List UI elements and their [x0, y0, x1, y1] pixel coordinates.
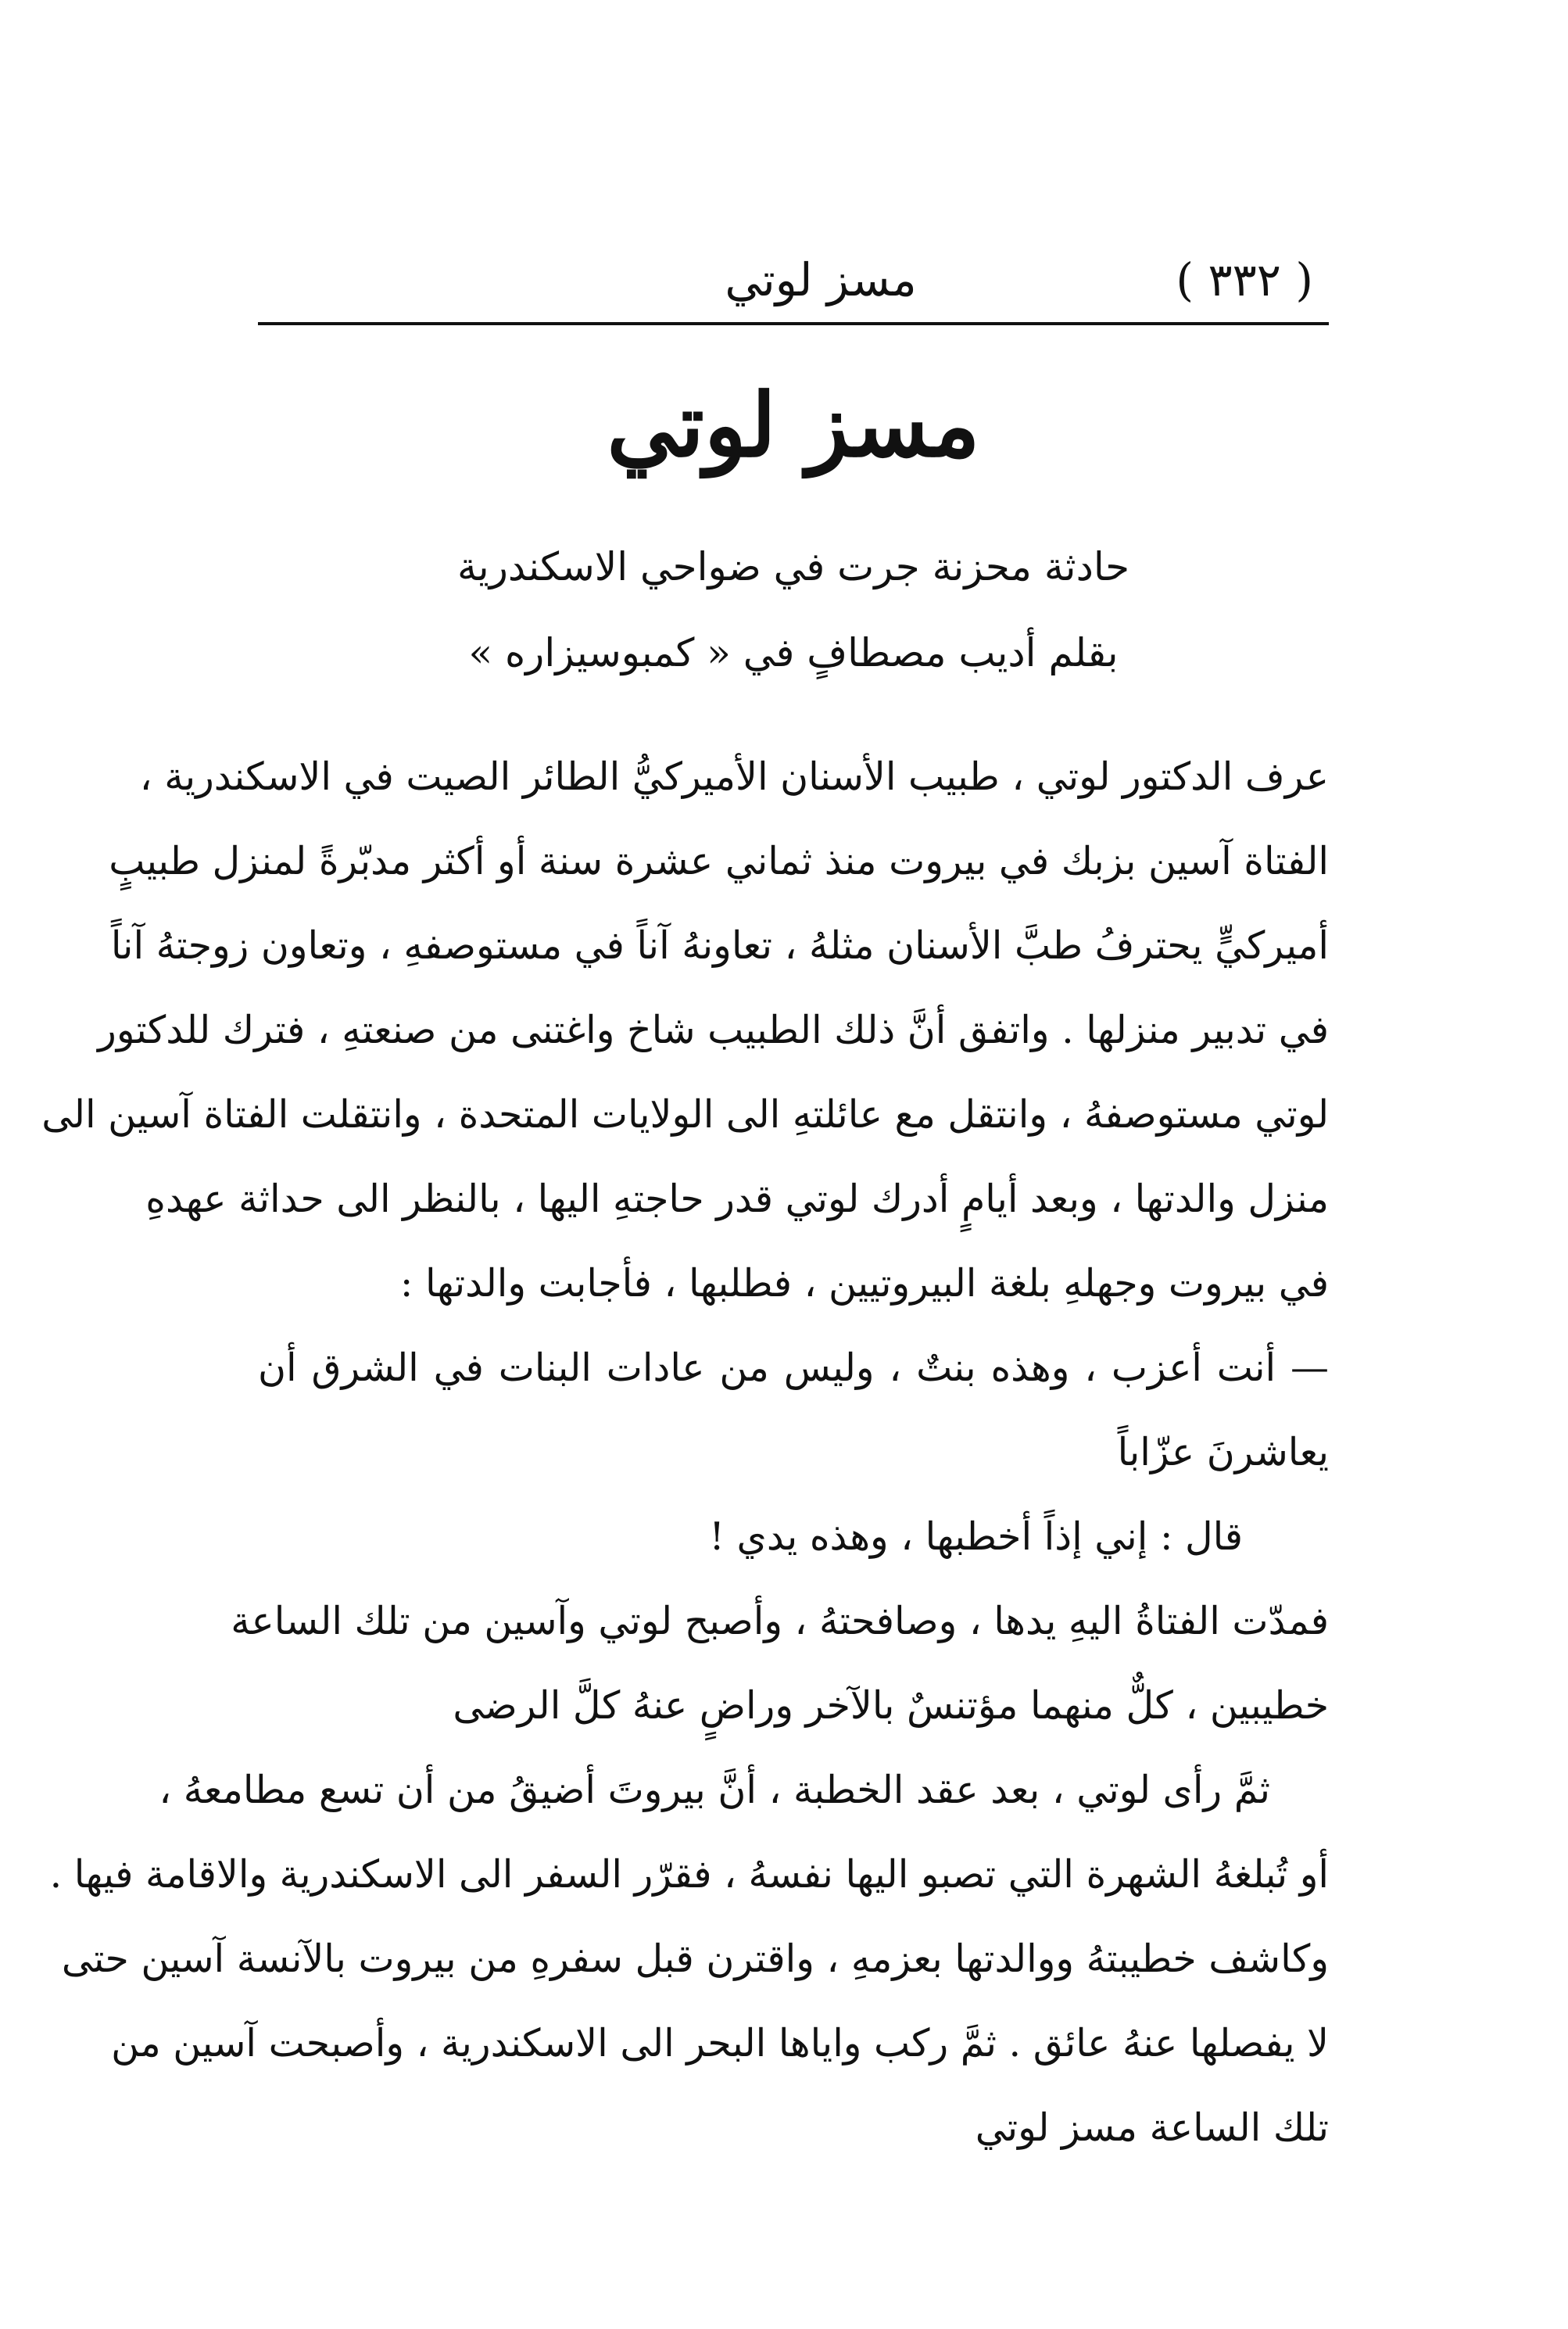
- article-title: مسز لوتي: [607, 374, 980, 477]
- page-number: ( ٣٣٢ ): [1176, 253, 1313, 306]
- body-line: لوتي مستوصفهُ ، وانتقل مع عائلتهِ الى الولايات المتحدة ، وانتقلت الفتاة آسين الى: [41, 1092, 1329, 1137]
- body-line: يعاشرنَ عزّاباً: [1117, 1430, 1329, 1474]
- header-rule: [258, 322, 1329, 325]
- body-line: فمدّت الفتاةُ اليهِ يدها ، وصافحتهُ ، وأصبح لوتي وآسين من تلك الساعة: [231, 1599, 1329, 1643]
- byline: بقلم أديب مصطافٍ في « كمبوسيزاره »: [468, 630, 1119, 675]
- body-line: تلك الساعة مسز لوتي: [975, 2105, 1329, 2150]
- body-line: الفتاة آسين بزبك في بيروت منذ ثماني عشرة سنة أو أكثر مدبّرةً لمنزل طبيبٍ: [109, 839, 1329, 883]
- body-line: أو تُبلغهُ الشهرة التي تصبو اليها نفسهُ ، فقرّر السفر الى الاسكندرية والاقامة فيها .: [49, 1852, 1329, 1897]
- body-line: عرف الدكتور لوتي ، طبيب الأسنان الأميركيُّ الطائر الصيت في الاسكندرية ،: [139, 754, 1329, 799]
- body-line: ثمَّ رأى لوتي ، بعد عقد الخطبة ، أنَّ بيروتَ أضيقُ من أن تسع مطامعهُ ،: [159, 1768, 1270, 1812]
- body-line: خطيبين ، كلٌّ منهما مؤتنسٌ بالآخر وراضٍ عنهُ كلَّ الرضى: [453, 1683, 1329, 1728]
- running-title: مسز لوتي: [725, 253, 917, 306]
- running-header: [258, 246, 1329, 317]
- body-line: في تدبير منزلها . واتفق أنَّ ذلك الطبيب شاخ واغتنى من صنعتهِ ، فترك للدكتور: [98, 1008, 1329, 1052]
- body-line: لا يفصلها عنهُ عائق . ثمَّ ركب واياها البحر الى الاسكندرية ، وأصبحت آسين من: [111, 2021, 1329, 2066]
- article-body: [41, 735, 1329, 2170]
- body-line: — أنت أعزب ، وهذه بنتٌ ، وليس من عادات البنات في الشرق أن: [258, 1345, 1329, 1390]
- body-line: في بيروت وجهلهِ بلغة البيروتيين ، فطلبها ، فأجابت والدتها :: [399, 1261, 1329, 1306]
- body-line: قال : إني إذاً أخطبها ، وهذه يدي !: [709, 1514, 1243, 1559]
- body-line: وكاشف خطيبتهُ ووالدتها بعزمهِ ، واقترن قبل سفرهِ من بيروت بالآنسة آسين حتى: [61, 1937, 1329, 1981]
- subtitle-line: حادثة محزنة جرت في ضواحي الاسكندرية: [457, 544, 1129, 589]
- body-line: منزل والدتها ، وبعد أيامٍ أدرك لوتي قدر حاجتهِ اليها ، بالنظر الى حداثة عهدهِ: [145, 1177, 1329, 1221]
- body-line: أميركيٍّ يحترفُ طبَّ الأسنان مثلهُ ، تعاونهُ آناً في مستوصفهِ ، وتعاون زوجتهُ آناً: [110, 923, 1329, 968]
